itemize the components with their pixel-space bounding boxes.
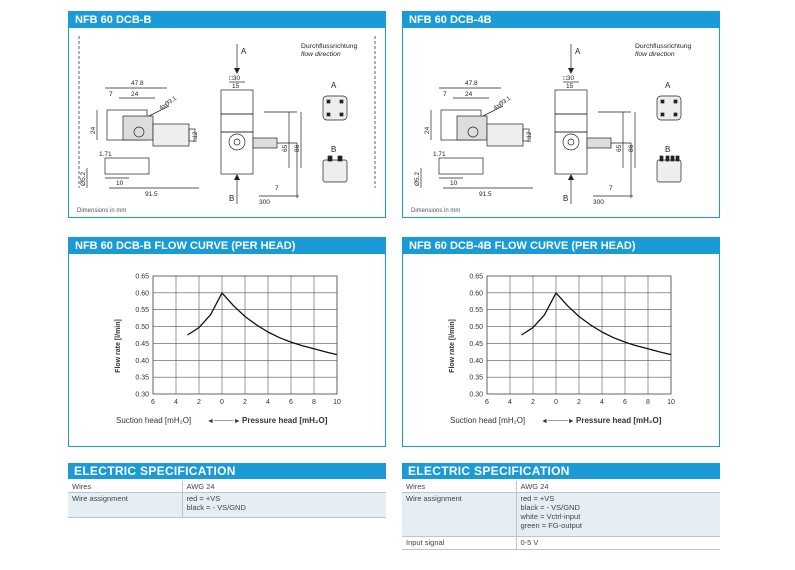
x-axis-label-suction: Suction head [mH₂O] (116, 416, 192, 425)
y-tick-label: 0.50 (469, 324, 483, 332)
dim-15: 15 (566, 83, 574, 90)
y-tick-label: 0.40 (469, 357, 483, 365)
x-tick-label: 6 (289, 399, 293, 406)
x-tick-label: 6 (485, 399, 489, 406)
x-tick-label: 2 (577, 399, 581, 406)
dim-7: 7 (109, 91, 113, 98)
spec-row (402, 493, 720, 537)
panel-title: NFB 60 DCB-B (69, 12, 385, 28)
x-tick-label: 0 (554, 399, 558, 406)
panel-title: NFB 60 DCB-4B (403, 12, 719, 28)
x-tick-label: 0 (220, 399, 224, 406)
chart-title: NFB 60 DCB-4B FLOW CURVE (PER HEAD) (403, 238, 719, 254)
dim-30: □30 (563, 75, 575, 82)
dim-5-2: Ø5.2 (80, 171, 87, 186)
spec-label: Wire assignment (402, 493, 516, 537)
y-tick-label: 0.30 (135, 391, 149, 399)
drawing-panel-right (402, 11, 720, 218)
spec-value: AWG 24 (182, 481, 386, 493)
dim-91-5: 91.5 (479, 191, 492, 198)
spec-row (68, 481, 386, 493)
dim-47-8: 47.8 (465, 80, 478, 87)
dim-300: 300 (259, 199, 270, 206)
head-mid (555, 114, 587, 132)
y-tick-label: 0.65 (469, 273, 483, 281)
spec-title: ELECTRIC SPECIFICATION (68, 463, 386, 479)
dim-4x: 4xØ3.1 (492, 95, 513, 112)
arrow-label-b: B (229, 194, 235, 203)
arrow-label-a: A (575, 47, 581, 56)
dim-86: 86 (628, 144, 635, 152)
dim-12: □12 (527, 131, 533, 142)
y-tick-label: 0.50 (135, 324, 149, 332)
dim-47-8: 47.8 (131, 80, 144, 87)
dim-65: 65 (616, 144, 623, 152)
y-axis-label: Flow rate [l/min] (449, 319, 456, 373)
dim-86: 86 (294, 144, 301, 152)
dim-30: □30 (229, 75, 241, 82)
spec-row (68, 493, 386, 518)
y-tick-label: 0.35 (469, 374, 483, 382)
view-label-a: A (665, 81, 671, 90)
port-view-a (323, 96, 347, 120)
spec-row (402, 481, 720, 493)
base-plate (439, 158, 483, 174)
dim-24-vertical: 24 (424, 126, 431, 134)
x-tick-label: 10 (667, 399, 675, 406)
dim-10: 10 (116, 180, 124, 187)
dim-1-71: 1.71 (433, 151, 446, 158)
x-axis-label-arrows: ◄────► (541, 418, 575, 425)
port-view-a (657, 96, 681, 120)
y-tick-label: 0.60 (135, 290, 149, 298)
x-axis-label-pressure: Pressure head [mH₂O] (576, 416, 662, 425)
technical-drawing (69, 28, 385, 218)
series-line-flow (522, 293, 672, 355)
flow-label-en: flow direction (635, 51, 675, 58)
x-axis-label-suction: Suction head [mH₂O] (450, 416, 526, 425)
chart-panel-left (68, 237, 386, 447)
cable-exit (253, 138, 277, 148)
spec-table-right (402, 481, 720, 550)
dimensions-note: Dimensions in mm (77, 208, 127, 214)
x-tick-label: 4 (600, 399, 604, 406)
x-tick-label: 6 (623, 399, 627, 406)
dim-300: 300 (593, 199, 604, 206)
port-view-b (323, 160, 347, 182)
port-view-b (657, 160, 681, 182)
dim-7: 7 (443, 91, 447, 98)
pump-head (457, 116, 487, 140)
spec-label: Wire assignment (68, 493, 182, 518)
spec-label: Wires (68, 481, 182, 493)
plot-area (135, 274, 341, 407)
dim-1-71: 1.71 (99, 151, 112, 158)
y-tick-label: 0.45 (469, 340, 483, 348)
flow-label-en: flow direction (301, 51, 341, 58)
x-tick-label: 2 (531, 399, 535, 406)
x-axis-label-arrows: ◄────► (207, 418, 241, 425)
y-tick-label: 0.30 (469, 391, 483, 399)
dim-7b: 7 (609, 185, 613, 192)
arrow-label-b: B (563, 194, 569, 203)
x-tick-label: 4 (174, 399, 178, 406)
x-tick-label: 8 (646, 399, 650, 406)
x-tick-label: 10 (333, 399, 341, 406)
x-tick-label: 8 (312, 399, 316, 406)
view-label-b: B (665, 145, 671, 154)
cable-exit (587, 138, 611, 148)
y-tick-label: 0.45 (135, 340, 149, 348)
head-top (555, 90, 587, 114)
dim-12: □12 (193, 131, 199, 142)
flow-curve-chart (403, 254, 719, 446)
x-axis-label-pressure: Pressure head [mH₂O] (242, 416, 328, 425)
dim-10: 10 (450, 180, 458, 187)
view-label-b: B (331, 145, 337, 154)
motor (487, 124, 523, 146)
base-plate (105, 158, 149, 174)
spec-value: 0-5 V (516, 537, 720, 550)
spec-table-left (68, 481, 386, 518)
head-top (221, 90, 253, 114)
dim-4x: 4xØ3.1 (158, 95, 179, 112)
head-mid (221, 114, 253, 132)
flow-label-de: Durchflussrichtung (635, 43, 692, 50)
spec-title: ELECTRIC SPECIFICATION (402, 463, 720, 479)
y-tick-label: 0.55 (469, 307, 483, 315)
y-tick-label: 0.40 (135, 357, 149, 365)
spec-value: red = +VS black = - VS/GND white = Vctrl-input green = FG-output (516, 493, 720, 537)
spec-row (402, 537, 720, 550)
y-axis-label: Flow rate [l/min] (115, 319, 122, 373)
dimensions-note: Dimensions in mm (411, 208, 461, 214)
plot-area (469, 274, 675, 407)
x-tick-label: 6 (151, 399, 155, 406)
x-tick-label: 4 (266, 399, 270, 406)
spec-label: Wires (402, 481, 516, 493)
flow-label-de: Durchflussrichtung (301, 43, 358, 50)
technical-drawing (403, 28, 719, 218)
view-label-a: A (331, 81, 337, 90)
dim-24: 24 (131, 91, 139, 98)
x-tick-label: 4 (508, 399, 512, 406)
spec-value: AWG 24 (516, 481, 720, 493)
head-bottom (555, 132, 587, 174)
dim-24-vertical: 24 (90, 126, 97, 134)
arrow-label-a: A (241, 47, 247, 56)
motor (153, 124, 189, 146)
dim-65: 65 (282, 144, 289, 152)
dim-15: 15 (232, 83, 240, 90)
dim-7b: 7 (275, 185, 279, 192)
dim-5-2: Ø5.2 (414, 171, 421, 186)
spec-label: Input signal (402, 537, 516, 550)
y-tick-label: 0.60 (469, 290, 483, 298)
y-tick-label: 0.65 (135, 273, 149, 281)
chart-panel-right (402, 237, 720, 447)
head-bottom (221, 132, 253, 174)
x-tick-label: 2 (243, 399, 247, 406)
series-line-flow (188, 293, 338, 355)
dim-24: 24 (465, 91, 473, 98)
drawing-panel-left (68, 11, 386, 218)
x-tick-label: 2 (197, 399, 201, 406)
spec-value: red = +VS black = - VS/GND (182, 493, 386, 518)
flow-curve-chart (69, 254, 385, 446)
dim-91-5: 91.5 (145, 191, 158, 198)
pump-head (123, 116, 153, 140)
y-tick-label: 0.35 (135, 374, 149, 382)
chart-title: NFB 60 DCB-B FLOW CURVE (PER HEAD) (69, 238, 385, 254)
y-tick-label: 0.55 (135, 307, 149, 315)
